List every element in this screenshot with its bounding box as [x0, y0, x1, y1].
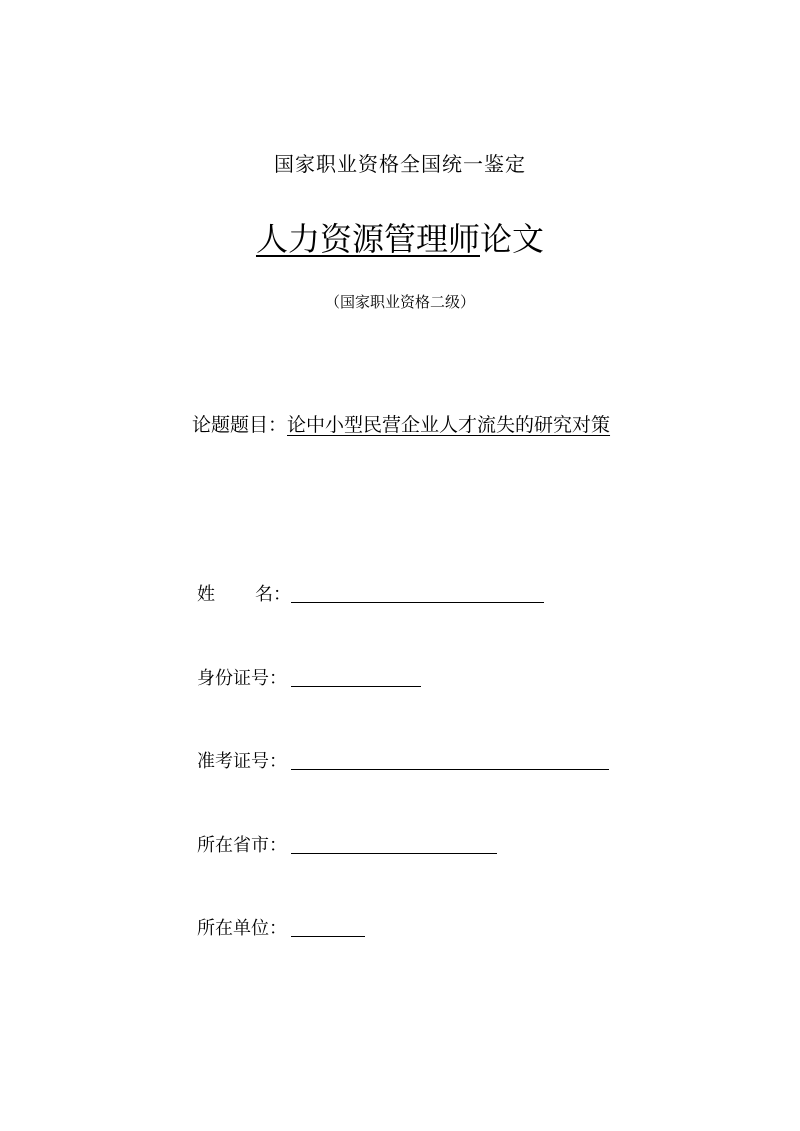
thesis-title-underlined: 人力资源管理师 — [255, 220, 480, 258]
id-number-label: 身份证号： — [197, 668, 287, 689]
province-city-label: 所在省市： — [197, 835, 287, 856]
work-unit-blank-line[interactable] — [291, 936, 365, 937]
topic-value: 论中小型民营企业人才流失的研究对策 — [287, 414, 611, 436]
id-number-blank-line[interactable] — [291, 686, 421, 687]
exam-number-blank-line[interactable] — [291, 769, 609, 770]
certification-header: 国家职业资格全国统一鉴定 — [274, 152, 526, 176]
name-label — [197, 580, 291, 606]
work-unit-label: 所在单位： — [197, 918, 287, 939]
name-label-char2: 名： — [255, 584, 291, 605]
topic-label: 论题题目： — [192, 414, 288, 436]
exam-number-label: 准考证号： — [197, 751, 287, 772]
name-label-char1: 姓 — [197, 584, 215, 605]
name-blank-line[interactable] — [291, 602, 544, 603]
province-city-blank-line[interactable] — [291, 853, 497, 854]
thesis-title — [0, 214, 800, 260]
qualification-level: （国家职业资格二级） — [324, 293, 475, 311]
topic-line — [192, 410, 610, 437]
thesis-title-rest: 论文 — [480, 220, 545, 258]
